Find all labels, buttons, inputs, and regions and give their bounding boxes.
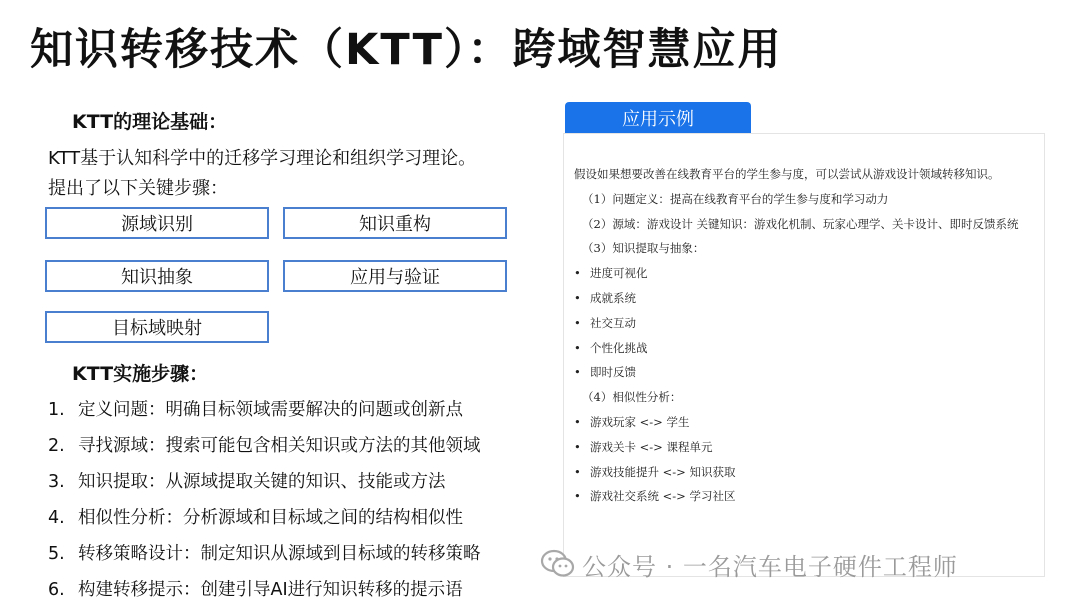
list-item <box>48 432 481 468</box>
list-item <box>574 311 1042 336</box>
list-item <box>48 504 481 540</box>
list-item <box>574 261 1042 286</box>
bullet-icon: • <box>574 464 581 479</box>
theory-intro-line-2: 提出了以下关键步骤： <box>48 178 228 199</box>
list-item-number: 3. <box>48 472 65 492</box>
list-item-text: 游戏技能提升 <-> 知识获取 <box>590 464 736 479</box>
list-item <box>574 410 1042 435</box>
list-item-text: 进度可视化 <box>590 266 648 281</box>
step-box-target-mapping: 目标域映射 <box>45 311 269 343</box>
list-item <box>48 396 481 432</box>
list-item-text: 构建转移提示：创建引导AI进行知识转移的提示语 <box>78 580 463 600</box>
step-box-knowledge-abstraction: 知识抽象 <box>45 260 269 292</box>
list-item-number: 6. <box>48 580 65 600</box>
step-box-knowledge-reconstruction: 知识重构 <box>283 207 507 239</box>
bullet-icon: • <box>574 439 581 454</box>
list-item-number: 1. <box>48 400 65 420</box>
example-step-3: （3）知识提取与抽象： <box>582 241 705 256</box>
wechat-icon <box>540 549 576 579</box>
theory-heading: KTT的理论基础： <box>72 111 228 133</box>
bullet-icon: • <box>574 340 581 355</box>
example-step-1: （1）问题定义：提高在线教育平台的学生参与度和学习动力 <box>582 191 889 206</box>
example-badge: 应用示例 <box>565 102 751 133</box>
list-item <box>48 540 481 576</box>
list-item-text: 知识提取：从源域提取关键的知识、技能或方法 <box>78 472 446 492</box>
list-item-text: 游戏关卡 <-> 课程单元 <box>590 439 713 454</box>
list-item <box>574 286 1042 311</box>
implementation-heading: KTT实施步骤： <box>72 363 209 385</box>
list-item <box>48 576 481 612</box>
bullet-icon: • <box>574 266 581 281</box>
example-intro: 假设如果想要改善在线教育平台的学生参与度，可以尝试从游戏设计领域转移知识。 <box>574 167 1000 181</box>
list-item <box>574 435 1042 460</box>
bullet-icon: • <box>574 414 581 429</box>
list-item <box>574 336 1042 361</box>
theory-intro-line-1: KTT基于认知科学中的迁移学习理论和组织学习理论。 <box>48 148 477 169</box>
theory-intro <box>48 144 476 204</box>
implementation-steps-list <box>48 396 481 612</box>
list-item <box>48 468 481 504</box>
step-box-source-identification: 源域识别 <box>45 207 269 239</box>
slide-title: 知识转移技术（KTT）：跨域智慧应用 <box>30 25 783 75</box>
list-item-number: 5. <box>48 544 65 564</box>
list-item-text: 个性化挑战 <box>590 340 648 355</box>
list-item-text: 游戏社交系统 <-> 学习社区 <box>590 489 736 504</box>
list-item-text: 成就系统 <box>590 290 636 305</box>
list-item-text: 寻找源域：搜索可能包含相关知识或方法的其他领域 <box>78 436 481 456</box>
step-box-application-validation: 应用与验证 <box>283 260 507 292</box>
list-item-text: 社交互动 <box>590 315 636 330</box>
bullet-icon: • <box>574 489 581 504</box>
list-item-text: 游戏玩家 <-> 学生 <box>590 414 690 429</box>
list-item <box>574 360 1042 385</box>
example-step-4: （4）相似性分析： <box>582 390 682 405</box>
list-item <box>574 484 1042 509</box>
example-content <box>574 162 1042 509</box>
example-step-2: （2）源域：游戏设计 关键知识：游戏化机制、玩家心理学、关卡设计、即时反馈系统 <box>582 216 1019 231</box>
list-item-text: 转移策略设计：制定知识从源域到目标域的转移策略 <box>78 544 481 564</box>
example-panel <box>563 133 1045 577</box>
bullet-icon: • <box>574 365 581 380</box>
watermark-text: 公众号 · 一名汽车电子硬件工程师 <box>582 552 958 581</box>
list-item <box>574 460 1042 485</box>
list-item-text: 相似性分析：分析源域和目标域之间的结构相似性 <box>78 508 463 528</box>
bullet-icon: • <box>574 290 581 305</box>
list-item-number: 4. <box>48 508 65 528</box>
list-item-text: 定义问题：明确目标领域需要解决的问题或创新点 <box>78 400 463 420</box>
bullet-icon: • <box>574 315 581 330</box>
list-item-number: 2. <box>48 436 65 456</box>
watermark <box>540 547 958 581</box>
list-item-text: 即时反馈 <box>590 365 636 380</box>
